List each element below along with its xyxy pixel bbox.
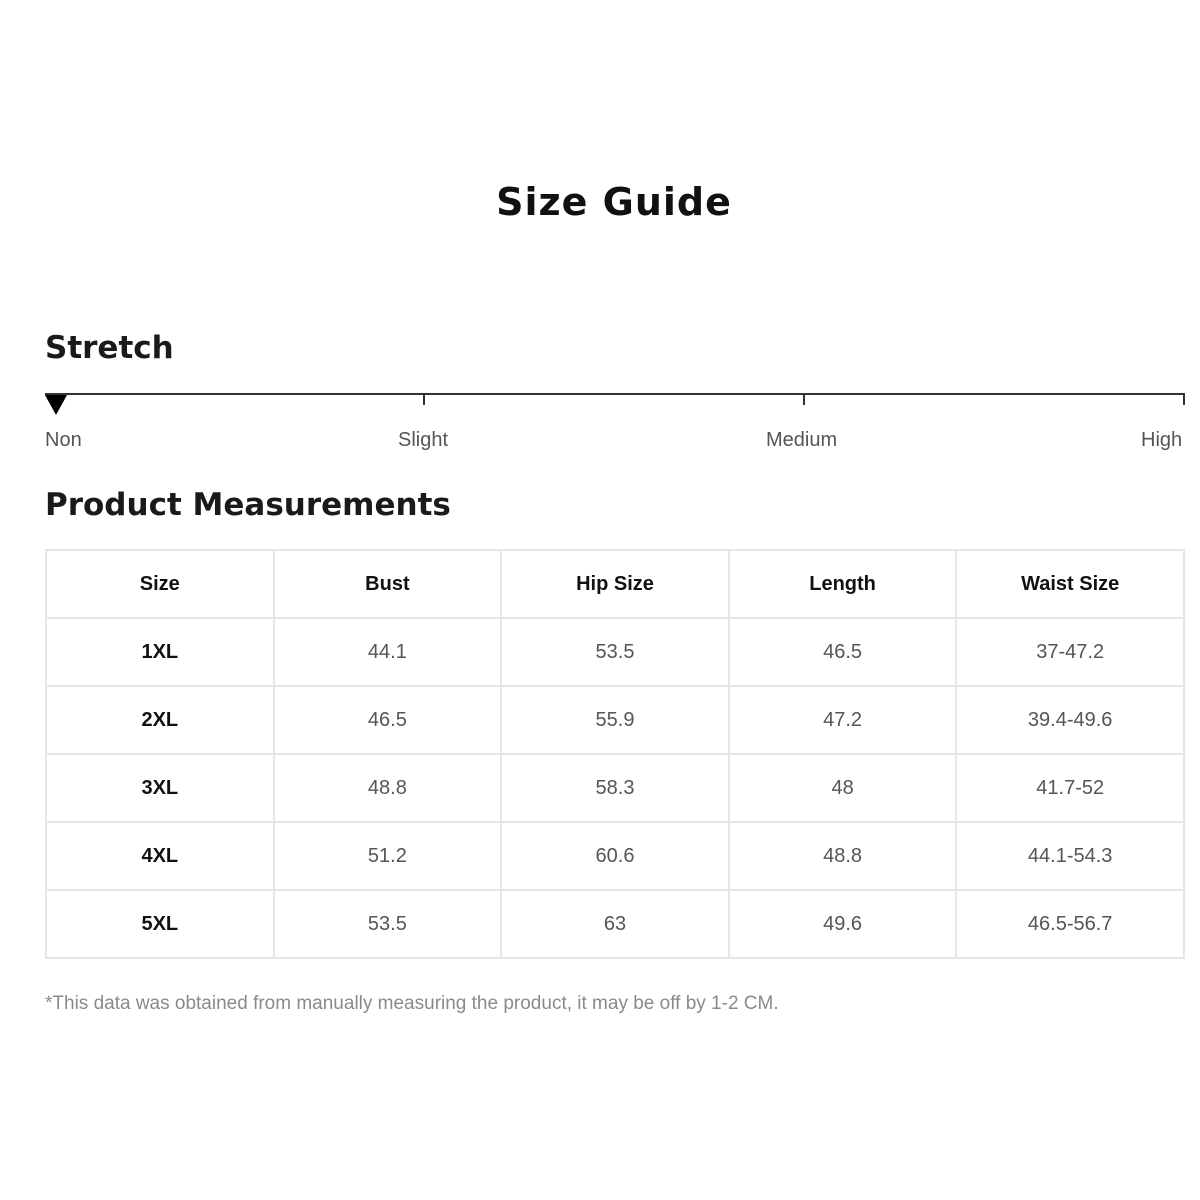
column-header-hip-size: Hip Size xyxy=(501,550,729,618)
waist-size-cell: 39.4-49.6 xyxy=(956,686,1184,754)
stretch-heading: Stretch xyxy=(45,330,174,366)
page-title: Size Guide xyxy=(496,180,732,224)
bust-cell: 44.1 xyxy=(274,618,502,686)
waist-size-cell: 37-47.2 xyxy=(956,618,1184,686)
waist-size-cell: 46.5-56.7 xyxy=(956,890,1184,958)
bust-cell: 53.5 xyxy=(274,890,502,958)
waist-size-cell: 41.7-52 xyxy=(956,754,1184,822)
size-cell: 5XL xyxy=(46,890,274,958)
length-cell: 46.5 xyxy=(729,618,957,686)
size-cell: 2XL xyxy=(46,686,274,754)
hip-size-cell: 55.9 xyxy=(501,686,729,754)
waist-size-cell: 44.1-54.3 xyxy=(956,822,1184,890)
table-header-row xyxy=(46,550,1184,618)
stretch-scale xyxy=(45,393,1185,453)
length-cell: 48.8 xyxy=(729,822,957,890)
table-row xyxy=(46,822,1184,890)
length-cell: 48 xyxy=(729,754,957,822)
table-row xyxy=(46,890,1184,958)
measurement-footnote: *This data was obtained from manually measuring the product, it may be off by 1-2 CM. xyxy=(45,993,779,1014)
stretch-label-non: Non xyxy=(45,429,82,451)
bust-cell: 46.5 xyxy=(274,686,502,754)
table-row xyxy=(46,686,1184,754)
stretch-label-medium: Medium xyxy=(766,429,838,451)
column-header-bust: Bust xyxy=(274,550,502,618)
hip-size-cell: 60.6 xyxy=(501,822,729,890)
column-header-waist-size: Waist Size xyxy=(956,550,1184,618)
stretch-tick-slight xyxy=(423,393,425,405)
column-header-length: Length xyxy=(729,550,957,618)
measurements-heading: Product Measurements xyxy=(45,487,451,523)
size-cell: 1XL xyxy=(46,618,274,686)
table-row xyxy=(46,618,1184,686)
bust-cell: 51.2 xyxy=(274,822,502,890)
stretch-label-high: High xyxy=(1141,429,1183,451)
stretch-tick-medium xyxy=(803,393,805,405)
hip-size-cell: 58.3 xyxy=(501,754,729,822)
size-cell: 4XL xyxy=(46,822,274,890)
stretch-scale-line xyxy=(45,393,1185,395)
measurements-table xyxy=(45,549,1185,959)
bust-cell: 48.8 xyxy=(274,754,502,822)
length-cell: 47.2 xyxy=(729,686,957,754)
table-row xyxy=(46,754,1184,822)
stretch-tick-high xyxy=(1183,393,1185,405)
stretch-label-slight: Slight xyxy=(398,429,449,451)
stretch-marker-icon xyxy=(45,395,67,415)
column-header-size: Size xyxy=(46,550,274,618)
length-cell: 49.6 xyxy=(729,890,957,958)
hip-size-cell: 63 xyxy=(501,890,729,958)
size-cell: 3XL xyxy=(46,754,274,822)
hip-size-cell: 53.5 xyxy=(501,618,729,686)
